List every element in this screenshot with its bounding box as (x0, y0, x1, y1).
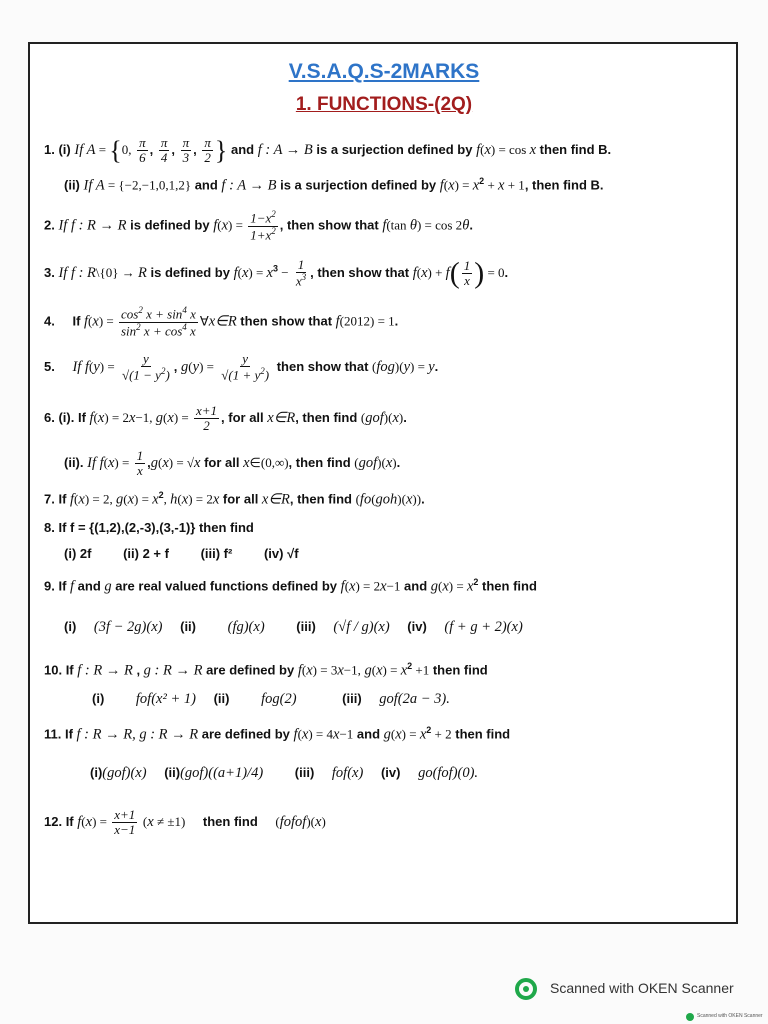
question-10-parts: (i) fof(x² + 1) (ii) fog(2) (iii) gof(2a − 3). (92, 691, 450, 707)
question-5: 5. If f(y) = $\frac{y}{√(1 - y^2)}$ , g(y) = $\frac{y}{√(1 + y^2)}$ then show that (fog)(y) = y. (44, 351, 439, 383)
question-label: 1. (i) (44, 142, 71, 158)
question-6-i: 6. (i). If f(x) = 2x−1, g(x) = $\frac{x+1}{2}$ , for all x∈R, then find (gof)(x). (44, 403, 407, 434)
question-12: 12. If f(x) = $\frac{x+1}{x-1}$ (x ≠ ±1) then find (fofof)(x) (44, 807, 326, 838)
page-frame (28, 42, 738, 924)
question-9-parts: (i) (3f − 2g)(x) (ii) (fg)(x) (iii) (√f / g)(x) (iv) (f + g + 2)(x) (64, 619, 523, 635)
question-2: 2. If f : R → R is defined by f(x) = $\frac{1-x^2}{1+x^2}$ , then show that f(tan θ) = cos 2θ. (44, 209, 473, 242)
small-scanner-logo-icon (686, 1013, 694, 1021)
question-9: 9. If f and g are real valued functions defined by f(x) = 2x−1 and $g(x) = x^2$ then find (44, 577, 537, 595)
oken-scanner-logo-icon (515, 978, 537, 1000)
section-title: 1. FUNCTIONS-(2Q) (295, 94, 473, 115)
question-7: 7. If f(x) = 2, $g(x) = x^2$, h(x) = 2x for all x∈R, then find (fo(goh)(x)). (44, 490, 425, 508)
page-title: V.S.A.Q.S-2MARKS (288, 60, 480, 83)
question-11-parts: (i)(gof)(x) (ii)(gof)((a+1)/4) (iii) fof(x) (iv) go(fof)(0). (90, 765, 479, 781)
question-8-parts: (i) 2f (ii) 2 + f (iii) f² (iv) √f (64, 546, 299, 561)
question-10: 10. If f : R → R , g : R → R are defined by f(x) = 3x−1, $g(x) = x^2 +1$ then find (44, 661, 488, 679)
question-1-ii: (ii) If A = {−2,−1,0,1,2} and f : A → B is a surjection defined by $f(x) = x^2 + x + 1$, then find B. (64, 176, 604, 194)
scanner-watermark: Scanned with OKEN Scanner (550, 980, 734, 996)
question-3: 3. If f : R\{0} → R is defined by $f(x) = x^3$ − $\frac{1}{x^3}$ , then show that f(x) + f( $\frac{1}{x}$ ) = 0. (44, 256, 509, 290)
small-scanner-watermark: Scanned with OKEN Scanner (697, 1013, 763, 1019)
question-6-ii: (ii). If f(x) = $\frac{1}{x}$ ,g(x) = √x for all x∈(0,∞), then find (gof)(x). (64, 448, 401, 479)
question-1-i: 1. (i) If A = {0, $\frac{\pi}{6}$ , $\frac{\pi}{4}$ , $\frac{\pi}{3}$ , $\frac{\pi}{2}$ } and f : A → B is a surjection defined by f(x) = cos x then find B. (44, 135, 612, 166)
question-8: 8. If f = {(1,2),(2,-3),(3,-1)} then find (44, 520, 254, 535)
question-4: 4. If f(x) = $\frac{\cos^2 x + \sin^4 x}{\sin^2 x + \cos^4 x}$ ∀x∈R then show that f(2012) = 1. (44, 305, 399, 338)
question-11: 11. If f : R → R, g : R → R are defined by f(x) = 4x−1 and $g(x) = x^2 + 2$ then find (44, 725, 511, 743)
